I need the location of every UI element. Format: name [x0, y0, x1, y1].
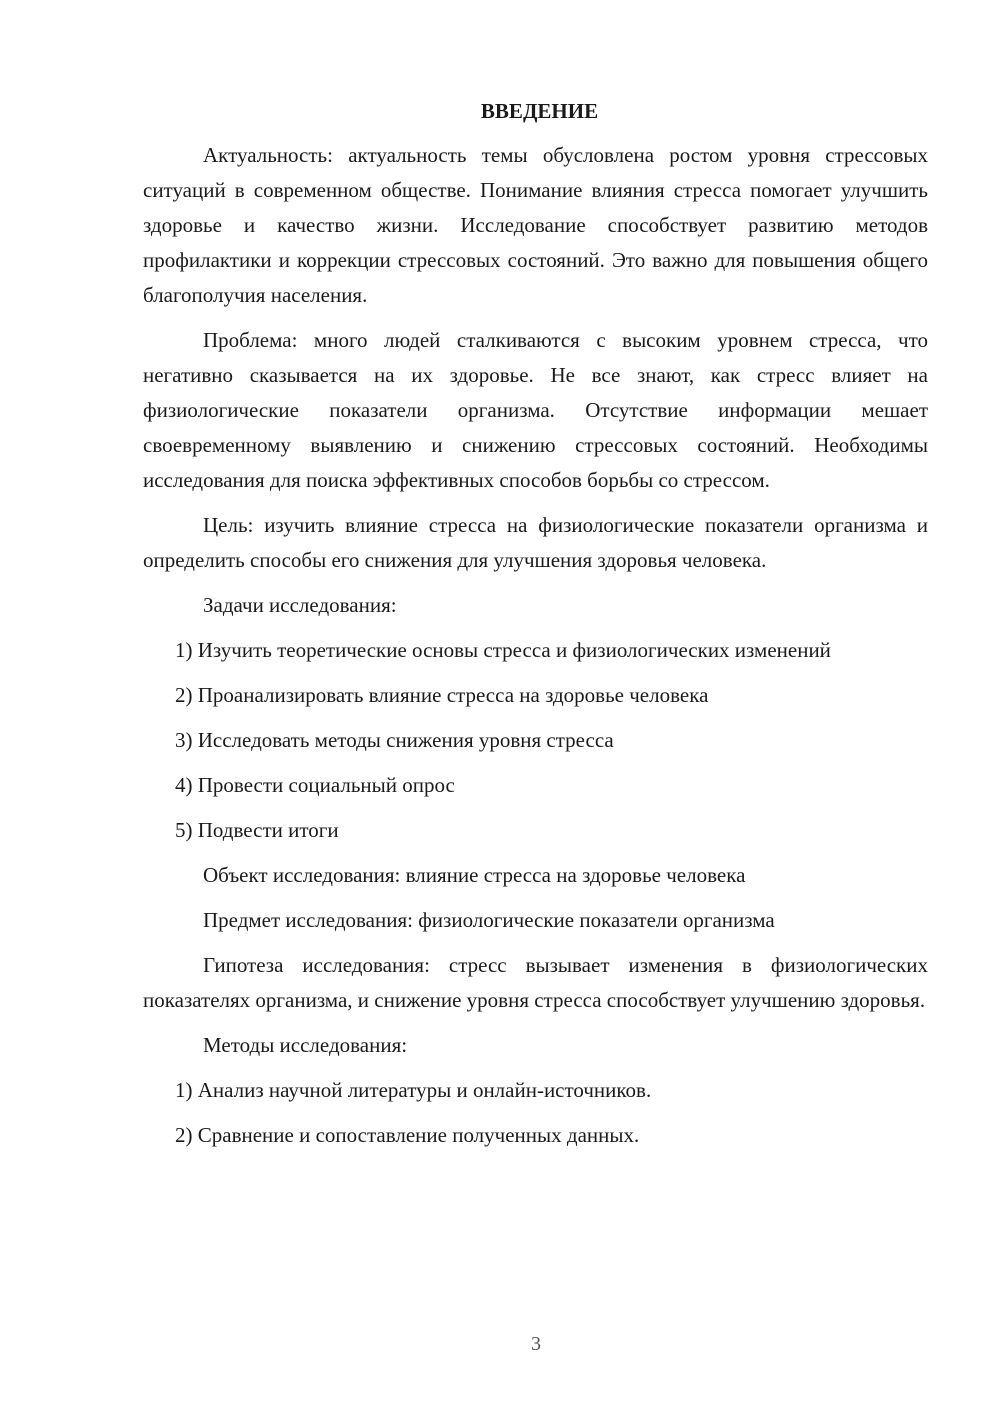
task-item-3: 3) Исследовать методы снижения уровня стресса: [175, 728, 614, 752]
tasks-heading: Задачи исследования:: [203, 593, 397, 617]
task-item-1: 1) Изучить теоретические основы стресса и физиологических изменений: [175, 638, 831, 662]
methods-heading: Методы исследования:: [203, 1033, 408, 1057]
task-item-4: 4) Провести социальный опрос: [175, 773, 455, 797]
goal-paragraph: Цель: изучить влияние стресса на физиологические показатели организма и определить способы его снижения для улучшения здоровья человека.: [143, 513, 928, 572]
hypothesis-paragraph: Гипотеза исследования: стресс вызывает изменения в физиологических показателях организма, и снижение уровня стресса способствует улучшению здоровья.: [143, 953, 928, 1012]
page-number: 3: [531, 1333, 541, 1355]
problem-paragraph: Проблема: много людей сталкиваются с высоким уровнем стресса, что негативно сказывается на их здоровье. Не все знают, как стресс влияет на физиологические показатели организма. Отсутствие информации мешает своевременному выявлению и снижению стрессовых состояний. Необходимы исследования для поиска эффективных способов борьбы со стрессом.: [143, 328, 928, 492]
relevance-paragraph: Актуальность: актуальность темы обусловлена ростом уровня стрессовых ситуаций в современном обществе. Понимание влияния стресса помогает улучшить здоровье и качество жизни. Исследование способствует развитию методов профилактики и коррекции стрессовых состояний. Это важно для повышения общего благополучия населения.: [143, 143, 928, 307]
object-line: Объект исследования: влияние стресса на здоровье человека: [203, 863, 746, 887]
method-item-1: 1) Анализ научной литературы и онлайн-источников.: [175, 1078, 652, 1102]
method-item-2: 2) Сравнение и сопоставление полученных данных.: [175, 1123, 640, 1147]
section-title: ВВЕДЕНИЕ: [480, 99, 599, 123]
task-item-2: 2) Проанализировать влияние стресса на здоровье человека: [175, 683, 709, 707]
task-item-5: 5) Подвести итоги: [175, 818, 339, 842]
document-page: [143, 96, 928, 1163]
subject-line: Предмет исследования: физиологические показатели организма: [203, 908, 775, 932]
